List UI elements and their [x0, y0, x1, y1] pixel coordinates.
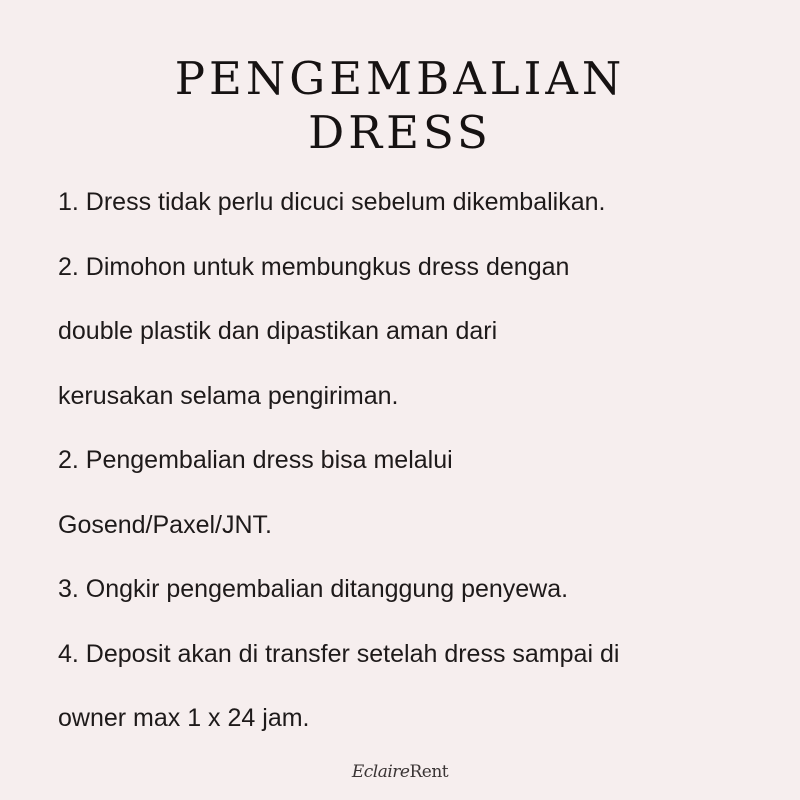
page-title-line-1: PENGEMBALIAN [174, 52, 626, 106]
rule-line: kerusakan selama pengiriman. [58, 381, 399, 410]
brand-logo-script: Eclaire [351, 762, 410, 782]
page-title [0, 52, 800, 160]
rule-line: 3. Ongkir pengembalian ditanggung penyewa. [58, 575, 569, 603]
page-title-line-2: DRESS [308, 106, 492, 160]
rule-line: Gosend/Paxel/JNT. [58, 510, 272, 539]
rule-line: 1. Dress tidak perlu dicuci sebelum dikembalikan. [58, 188, 606, 216]
rule-line: double plastik dan dipastikan aman dari [58, 317, 498, 345]
return-rules-list [58, 170, 758, 751]
rule-line: 4. Deposit akan di transfer setelah dress sampai di [58, 639, 620, 668]
rule-line: owner max 1 x 24 jam. [58, 704, 310, 732]
brand-logo [0, 762, 800, 782]
rule-line: 2. Dimohon untuk membungkus dress dengan [58, 252, 570, 281]
rule-line: 2. Pengembalian dress bisa melalui [58, 446, 453, 474]
brand-logo-word: Rent [409, 762, 449, 782]
